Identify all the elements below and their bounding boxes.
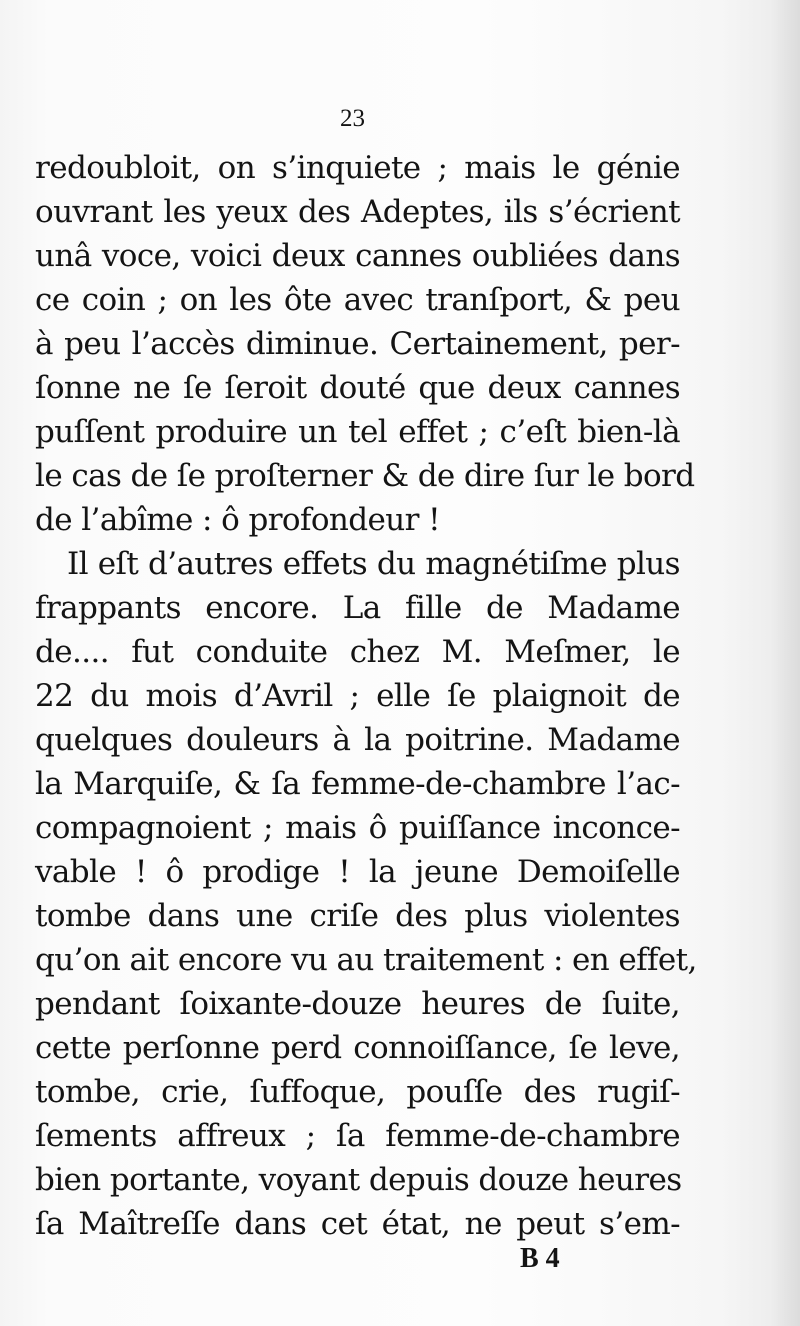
text-line: le cas de ſe proſterner & de dire ſur le bord <box>35 458 695 494</box>
page-edge-shadow <box>770 0 800 1326</box>
page-number: 23 <box>340 105 365 132</box>
text-line: pendant ſoixante-douze heures de ſuite, <box>35 986 680 1022</box>
text-line: 22 du mois d’Avril ; elle ſe plaignoit de <box>35 678 680 714</box>
text-line: tombe dans une criſe des plus violentes <box>35 898 680 934</box>
text-line: redoubloit, on s’inquiete ; mais le génie <box>35 150 680 186</box>
text-line: compagnoient ; mais ô puiſſance inconce- <box>35 810 680 846</box>
text-line: ſa Maîtreſſe dans cet état, ne peut s’em- <box>35 1206 680 1242</box>
text-line: ce coin ; on les ôte avec tranſport, & peu <box>35 282 680 318</box>
text-line: de.... fut conduite chez M. Meſmer, le <box>35 634 680 670</box>
text-line: ſonne ne ſe ſeroit douté que deux cannes <box>35 370 680 406</box>
text-line: à peu l’accès diminue. Certainement, per- <box>35 326 680 362</box>
text-line: de l’abîme : ô profondeur ! <box>35 502 440 538</box>
text-line: vable ! ô prodige ! la jeune Demoiſelle <box>35 854 680 890</box>
text-line: tombe, crie, ſuffoque, pouſſe des rugiſ- <box>35 1074 680 1110</box>
text-line: cette perſonne perd connoiſſance, ſe leve, <box>35 1030 680 1066</box>
text-line: ouvrant les yeux des Adeptes, ils s’écrient <box>35 194 680 230</box>
text-line: puſſent produire un tel effet ; c’eſt bien-là <box>35 414 680 450</box>
text-line: qu’on ait encore vu au traitement : en effet, <box>35 942 697 978</box>
text-line: quelques douleurs à la poitrine. Madame <box>35 722 680 758</box>
signature-mark: B 4 <box>520 1243 560 1274</box>
text-line: ſements affreux ; ſa femme-de-chambre <box>35 1118 680 1154</box>
text-line: Il eſt d’autres effets du magnétiſme plus <box>67 546 680 582</box>
text-line: frappants encore. La fille de Madame <box>35 590 680 626</box>
text-line: bien portante, voyant depuis douze heures <box>35 1162 682 1198</box>
text-line: la Marquiſe, & ſa femme-de-chambre l’ac- <box>35 766 680 802</box>
text-line: unâ voce, voici deux cannes oubliées dans <box>35 238 680 274</box>
